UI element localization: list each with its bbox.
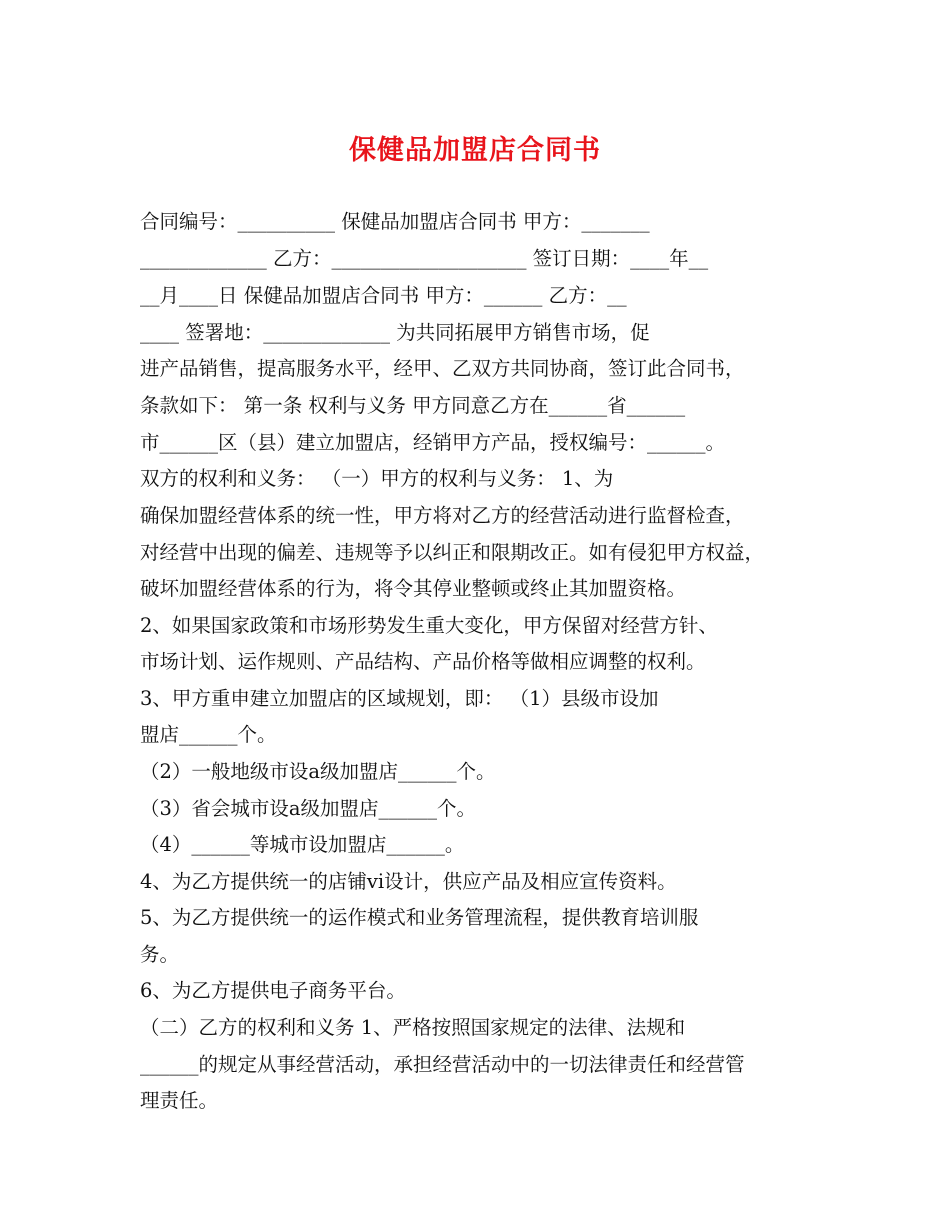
document-line: 务。: [140, 943, 180, 966]
document-line: __月____日 保健品加盟店合同书 甲方：______ 乙方：__: [140, 284, 627, 307]
document-line: 盟店______个。: [140, 723, 277, 746]
document-line: 市场计划、运作规则、产品结构、产品价格等做相应调整的权利。: [140, 650, 706, 673]
document-line: 4、为乙方提供统一的店铺vi设计，供应产品及相应宣传资料。: [140, 870, 677, 893]
document-line: 条款如下： 第一条 权利与义务 甲方同意乙方在______省______: [140, 394, 686, 417]
document-line: 进产品销售，提高服务水平，经甲、乙双方共同协商，签订此合同书，: [140, 357, 745, 380]
document-line: （4）______等城市设加盟店______。: [140, 833, 465, 856]
document-line: （3）省会城市设a级加盟店______个。: [140, 797, 477, 820]
document-line: 市______区（县）建立加盟店，经销甲方产品，授权编号：______。: [140, 431, 726, 454]
document-line: 理责任。: [140, 1089, 219, 1112]
document-line: （二）乙方的权利和义务 1、严格按照国家规定的法律、法规和: [140, 1016, 686, 1039]
document-line: _____________ 乙方：____________________ 签订日期：____年__: [140, 247, 709, 270]
document-line: 5、为乙方提供统一的运作模式和业务管理流程，提供教育培训服: [140, 906, 699, 929]
document-line: ____ 签署地：_____________ 为共同拓展甲方销售市场，促: [140, 321, 650, 344]
document-line: 对经营中出现的偏差、违规等予以纠正和限期改正。如有侵犯甲方权益，: [140, 541, 765, 564]
document-line: 合同编号：__________ 保健品加盟店合同书 甲方：_______: [140, 210, 650, 233]
document-line: （2）一般地级市设a级加盟店______个。: [140, 760, 496, 783]
document-line: 6、为乙方提供电子商务平台。: [140, 979, 406, 1002]
document-line: 2、如果国家政策和市场形势发生重大变化，甲方保留对经营方针、: [140, 614, 718, 637]
document-title: 保健品加盟店合同书: [349, 135, 601, 166]
document-line: 确保加盟经营体系的统一性，甲方将对乙方的经营活动进行监督检查，: [140, 504, 745, 527]
document-line: ______的规定从事经营活动，承担经营活动中的一切法律责任和经营管: [140, 1053, 745, 1076]
document-line: 3、甲方重申建立加盟店的区域规划，即： （1）县级市设加: [140, 687, 659, 710]
document-line: 双方的权利和义务： （一）甲方的权利与义务： 1、为: [140, 467, 614, 490]
document-line: 破坏加盟经营体系的行为，将令其停业整顿或终止其加盟资格。: [140, 577, 687, 600]
